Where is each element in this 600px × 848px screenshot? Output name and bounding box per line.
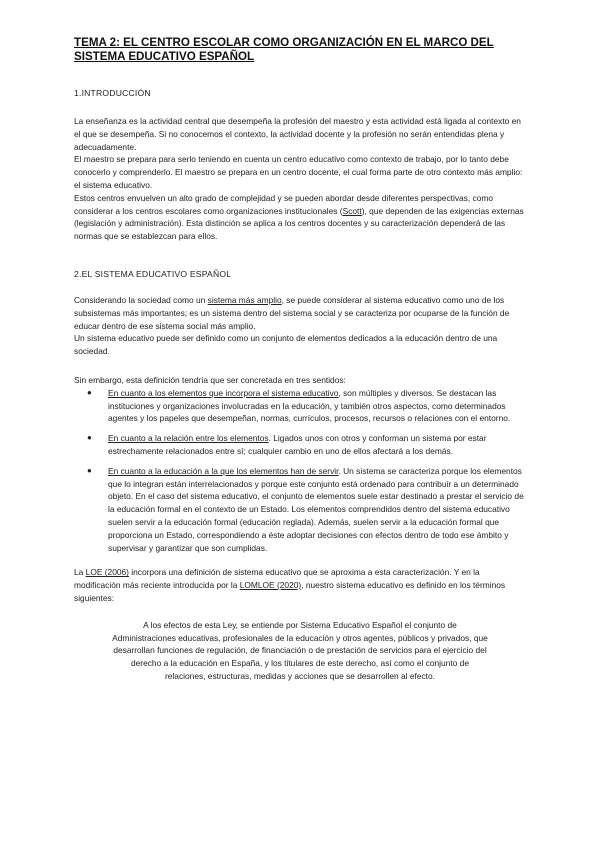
section-2-paragraph-2: Un sistema educativo puede ser definido como un conjunto de elementos dedicados a la educación dentro de una sociedad. [74,333,498,357]
paragraph-text: incorpora una definición de sistema educativo que se aproxima a esta caracterización. Y en la modificación más reciente introducida por la [74,567,480,591]
paragraph-text: La [74,567,86,578]
section-2-paragraph-1 [74,294,526,332]
bullet-icon: ● [87,465,92,475]
loe-link[interactable]: LOE (2006) [85,567,129,578]
bullet-underlined: En cuanto a la relación entre los elementos [108,433,269,444]
section-2-heading: 2.EL SISTEMA EDUCATIVO ESPAÑOL [74,268,232,279]
list-item [74,387,526,425]
underlined-phrase: sistema más amplio [207,294,282,305]
paragraph-text: Considerando la sociedad como un [74,294,208,305]
title-line-2: SISTEMA EDUCATIVO ESPAÑOL [74,50,255,63]
section-1-paragraph-1: La enseñanza es la actividad central que desempeña la profesión del maestro y esta actividad está ligada al contexto en el que se desempeña. Si no conocemos el contexto, la actividad docente y la profesión no serán entendidas plena y adecuadamente. [74,116,521,152]
list-item [74,465,526,555]
paragraph-text: Estos centros envuelven un alto grado de complejidad y se pueden abordar desde diferentes perspectivas, como considerar a los centros escolares como organizaciones institucionales ( [74,192,494,216]
bullet-text: , son múltiples y diversos. Se destacan las instituciones y organizaciones involucradas en la educación, y también otros aspectos, como determinados agentes y los papeles que desempeñan, normas, currículos, procesos, recursos o relaciones con el entorno. [108,387,511,424]
bullet-text: . Ligados unos con otros y conforman un sistema por estar estrechamente relacionados entre sí; cualquier cambio en uno de ellos afectará a los demás. [108,433,487,456]
bullet-text: . Un sistema se caracteriza porque los elementos que lo integran están interrelacionados y porque este conjunto está ordenado para contribuir a un determinado objeto. En el caso del sistema educativo, el conjunto de elementos suele estar destinado a prestar el servicio de la educación formal en el contexto de un Estado. Los elementos comprendidos dentro del sistema educativo suelen servir a la educación formal (educación reglada). Además, suelen servir a la educación formal que proporciona un Estado, correspondiendo a éste adoptar decisiones con efectos dentro de todo ese ámbito y supervisar y garantizar que son cumplidas. [108,465,524,553]
paragraph-text: , se puede considerar al sistema educativo como uno de los subsistemas más importantes; es un sistema dentro del sistema social y se caracteriza por ocuparse de la función de educar dentro de ese sistema social más amplio. [74,294,510,331]
bullet-underlined: En cuanto a los elementos que incorpora el sistema educativo [108,387,339,398]
paragraph-text: ), que dependen de las exigencias externas (legislación y administración). Esta distinción se aplica a los centros docentes y su caracterización dependerá de las normas que se establezcan para ellos. [74,205,524,242]
bullet-icon: ● [87,387,92,397]
document-title [74,36,526,64]
section-2-paragraph-4 [74,566,526,604]
quote-line: desarrollan funciones de regulación, de financiación o de prestación de servicios para el ejercicio del [113,645,487,656]
quote-line: Administraciones educativas, profesionales de la educación y otros agentes, públicos y privados, que [112,632,488,643]
quote-line: derecho a la educación en España, y los titulares de este derecho, así como el conjunto de [130,658,469,669]
bullet-list [74,387,526,555]
bullet-icon: ● [87,433,92,443]
scott-link[interactable]: Scott [342,205,362,216]
bullet-underlined: En cuanto a la educación a la que los elementos han de servir [108,465,339,476]
paragraph-text: , nuestro sistema educativo es definido en los términos siguientes: [74,580,506,603]
section-2-paragraph-3: Sin embargo, esta definición tendría que ser concretada en tres sentidos: [74,374,346,385]
quote-line: A los efectos de esta Ley, se entiende por Sistema Educativo Español el conjunto de [143,619,457,630]
list-item [74,432,526,458]
section-1-paragraph-3 [74,192,526,243]
lomloe-link[interactable]: LOMLOE (2020) [239,580,302,591]
legal-quote [74,619,526,683]
section-1-paragraph-2: El maestro se prepara para serlo teniendo en cuenta un centro educativo como contexto de trabajo, por lo tanto debe conocerlo y comprenderlo. El maestro se prepara en un centro docente, el cual forma parte de otro contexto más amplio: el sistema educativo. [74,154,523,190]
title-line-1: TEMA 2: EL CENTRO ESCOLAR COMO ORGANIZACIÓN EN EL MARCO DEL [74,36,494,49]
quote-line: relaciones, estructuras, medidas y acciones que se desarrollen al efecto. [164,670,435,681]
section-1-heading: 1.INTRODUCCIÓN [74,88,151,98]
